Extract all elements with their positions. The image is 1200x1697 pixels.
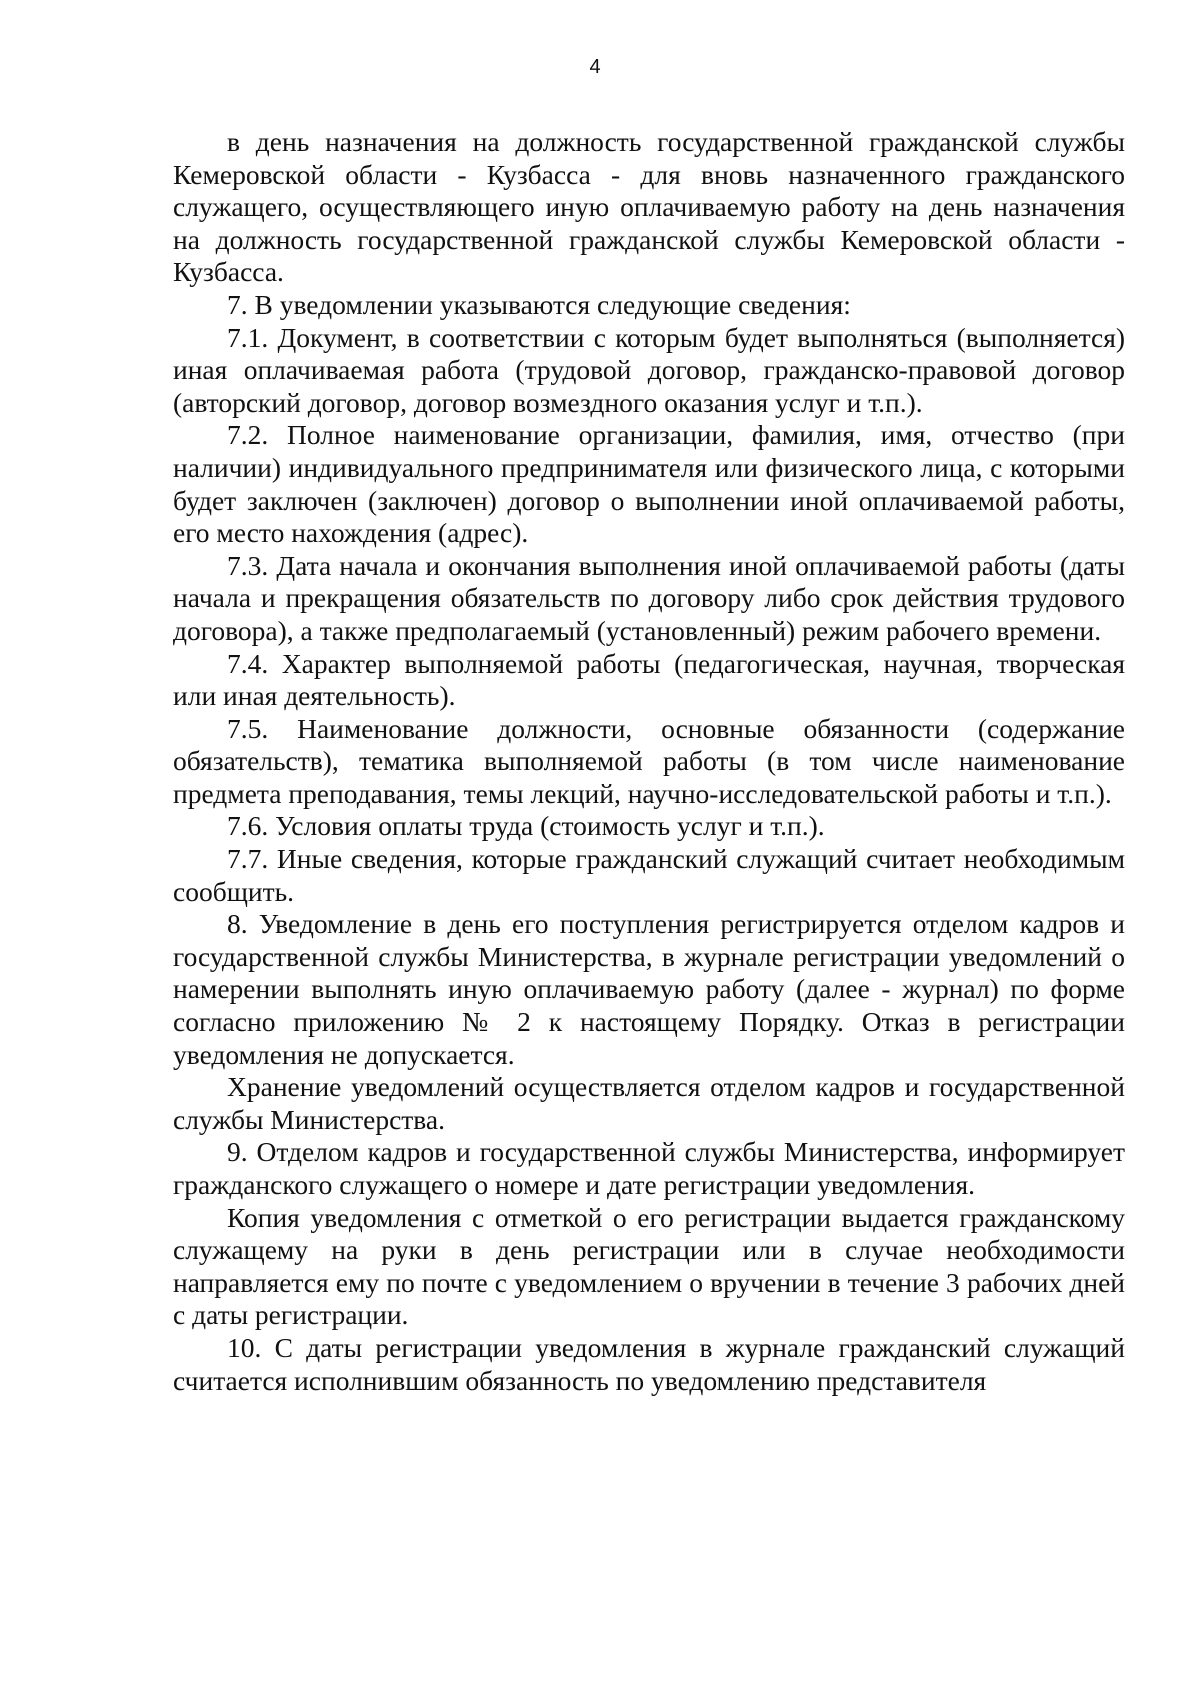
paragraph-7-1: 7.1. Документ, в соответствии с которым будет выполняться (выполняется) иная оплачиваемая работа (трудовой договор, гражданско-правовой договор (авторский договор, договор возмездного оказания услуг и т.п.). bbox=[173, 321, 1125, 418]
paragraph-7-7: 7.7. Иные сведения, которые гражданский служащий считает необходимым сообщить. bbox=[173, 843, 1125, 907]
page-number: 4 bbox=[589, 56, 601, 78]
paragraph-7: 7. В уведомлении указываются следующие сведения: bbox=[227, 288, 851, 320]
paragraph-7-4: 7.4. Характер выполняемой работы (педагогическая, научная, творческая или иная деятельность). bbox=[173, 647, 1125, 712]
paragraph-8: 8. Уведомление в день его поступления регистрируется отделом кадров и государственной службы Министерства, в журнале регистрации уведомлений о намерении выполнять иную оплачиваемую работу (далее - журнал) по форме согласно приложению № 2 к настоящему Порядку. Отказ в регистрации уведомления не допускается. bbox=[173, 908, 1125, 1070]
paragraph-8-storage: Хранение уведомлений осуществляется отделом кадров и государственной службы Министерства. bbox=[173, 1071, 1125, 1135]
paragraph-9: 9. Отделом кадров и государственной службы Министерства, информирует гражданского служащего о номере и дате регистрации уведомления. bbox=[173, 1136, 1125, 1200]
paragraph-9-copy: Копия уведомления с отметкой о его регистрации выдается гражданскому служащему на руки в день регистрации или в случае необходимости направляется ему по почте с уведомлением о вручении в течение 3 рабочих дней с даты регистрации. bbox=[173, 1201, 1125, 1331]
document-body bbox=[173, 126, 1125, 1397]
paragraph-7-6: 7.6. Условия оплаты труда (стоимость услуг и т.п.). bbox=[227, 810, 825, 842]
paragraph-appointment-day: в день назначения на должность государственной гражданской службы Кемеровской области - Кузбасса - для вновь назначенного гражданского служащего, осуществляющего иную оплачиваемую работу на день назначения на должность государственной гражданской службы Кемеровской области - Кузбасса. bbox=[173, 126, 1125, 288]
paragraph-7-5: 7.5. Наименование должности, основные обязанности (содержание обязательств), тематика выполняемой работы (в том числе наименование предмета преподавания, темы лекций, научно-исследовательской работы и т.п.). bbox=[173, 712, 1125, 809]
paragraph-10: 10. С даты регистрации уведомления в журнале гражданский служащий считается исполнившим обязанность по уведомлению представителя bbox=[173, 1331, 1125, 1396]
paragraph-7-2: 7.2. Полное наименование организации, фамилия, имя, отчество (при наличии) индивидуального предпринимателя или физического лица, с которыми будет заключен (заключен) договор о выполнении иной оплачиваемой работы, его место нахождения (адрес). bbox=[173, 419, 1125, 549]
paragraph-7-3: 7.3. Дата начала и окончания выполнения иной оплачиваемой работы (даты начала и прекращения обязательств по договору либо срок действия трудового договора), а также предполагаемый (установленный) режим рабочего времени. bbox=[173, 549, 1125, 646]
